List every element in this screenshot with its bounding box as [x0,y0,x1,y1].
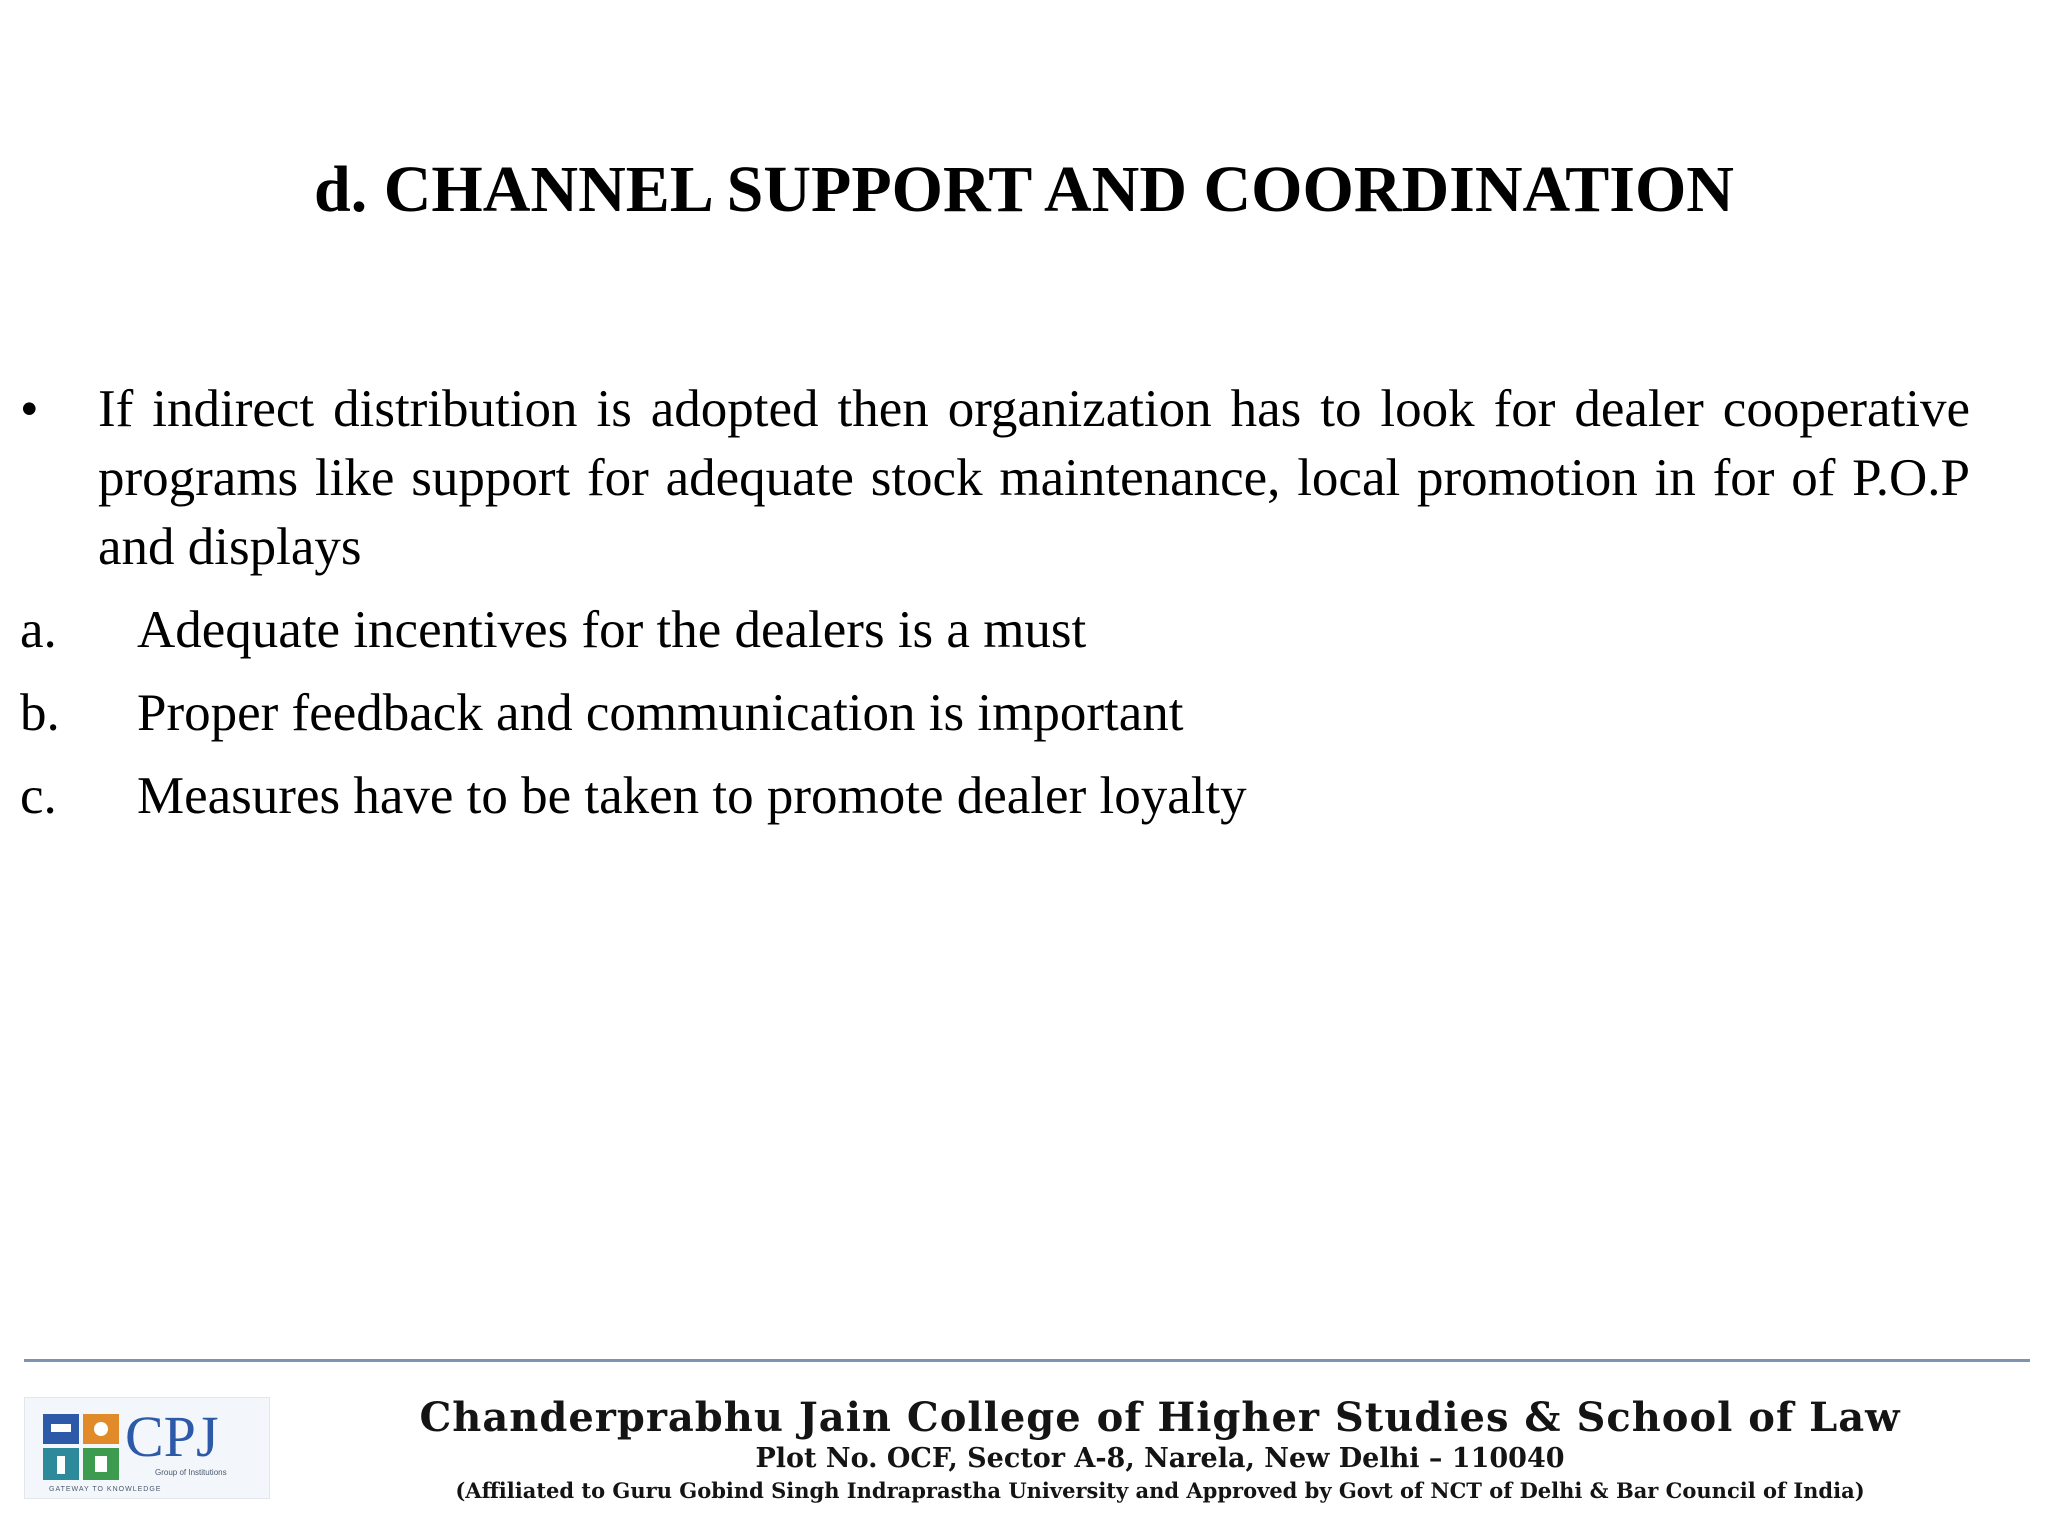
list-text: Measures have to be taken to promote dealer loyalty [137,767,1247,825]
list-item [20,679,1970,748]
list-item [20,596,1970,665]
logo-tagline: GATEWAY TO KNOWLEDGE [49,1486,162,1493]
bullet-text: If indirect distribution is adopted then organization has to look for dealer cooperative programs like support for adequate stock maintenance, local promotion in for of P.O.P and displays [98,380,1970,576]
college-logo [24,1397,270,1499]
list-marker: c. [20,767,57,825]
college-affiliation: (Affiliated to Guru Gobind Singh Indraprastha University and Approved by Govt of NCT of Delhi & Bar Council of India) [455,1478,1865,1503]
bullet-marker: • [20,380,39,438]
footer-info [300,1394,2020,1506]
slide-content [20,375,1970,845]
list-marker: a. [20,601,57,659]
college-address: Plot No. OCF, Sector A-8, Narela, New Delhi – 110040 [755,1443,1565,1474]
logo-subtitle: Group of Institutions [155,1468,227,1477]
slide-title: d. CHANNEL SUPPORT AND COORDINATION [314,153,1734,226]
footer-divider [24,1359,2030,1362]
list-item [20,762,1970,831]
list-text: Proper feedback and communication is important [137,684,1184,742]
list-text: Adequate incentives for the dealers is a must [137,601,1087,659]
bullet-item [20,375,1970,582]
cpj-quadrant-logo-icon [41,1408,125,1486]
logo-wordmark: CPJ [125,1404,219,1469]
list-marker: b. [20,684,60,742]
college-name: Chanderprabhu Jain College of Higher Studies & School of Law [419,1394,1901,1441]
